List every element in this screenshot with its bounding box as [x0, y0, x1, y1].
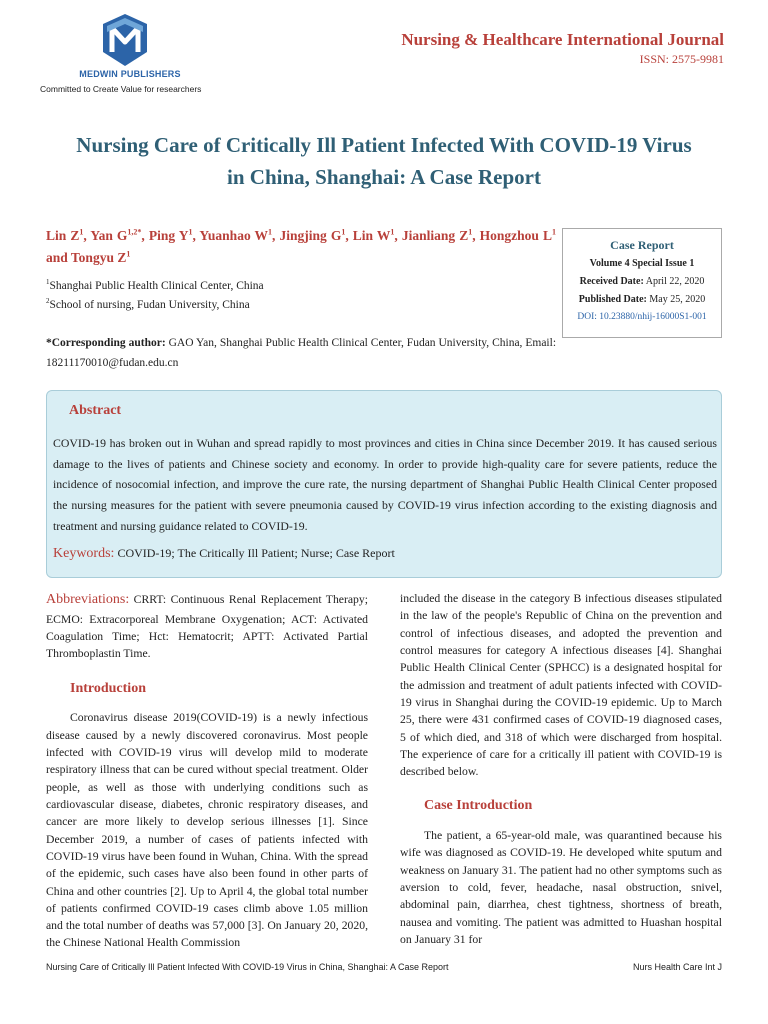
- author: Jingjing G: [279, 228, 342, 243]
- case-introduction-heading: Case Introduction: [424, 798, 533, 814]
- published-date: Published Date: May 25, 2020: [578, 294, 706, 305]
- introduction-text: Coronavirus disease 2019(COVID-19) is a newly infectious disease caused by a newly discovered coronavirus. Most people infected with COVID-19 virus will develop mild to moderate respiratory illness that can be cured without special treatment. Older people, as well as those with underlying conditions such as cardiovascular disease, diabetes, chronic respiratory diseases, and cancer are more likely to develop serious illnesses [1]. Since December 2019, a number of cases of patients infected with COVID-19 virus have been found in Wuhan, China. With the spread of the epidemic, such cases have also been found in other parts of China and other countries [2]. Up to April 4, the global total number of patients confirmed COVID-19 cases climb above 1.05 million and the total number of deaths was 57,000 [3]. On January 20, 2020, the Chinese National Health Commission: [46, 711, 368, 950]
- author: Yuanhao W: [199, 228, 269, 243]
- author-list: Lin $Z^1$, Yan $G^{1,2*}$, Ping $Y^1$, Yuanhao $W^1$, Jingjing $G^1$, Lin $W^1$, Jianliang $Z^1$, Hongzhou $L^1$ and Tongyu $Z^1$: [46, 227, 557, 266]
- abbreviations-text: CRRT: Continuous Renal Replacement Therapy; ECMO: Extracorporeal Membrane Oxygenation; ACT: Activated Coagulation Time; Hct: Hematocrit; APTT: Activated Partial Thromboplastin Time.: [46, 593, 368, 661]
- volume-issue: Volume 4 Special Issue 1: [589, 258, 695, 269]
- publisher-name: MEDWIN PUBLISHERS: [79, 69, 181, 79]
- journal-issn: ISSN: 2575-9981: [639, 52, 724, 66]
- publisher-logo: [40, 12, 240, 94]
- title-line-2: in China, Shanghai: A Case Report: [227, 164, 541, 189]
- affiliation-1: $^1$Shanghai Public Health Clinical Center, China: [46, 278, 264, 292]
- author: Jianliang Z: [401, 228, 469, 243]
- right-column: [400, 590, 722, 948]
- article-type: Case Report: [610, 238, 674, 252]
- footer-title: Nursing Care of Critically Ill Patient Infected With COVID-19 Virus in China, Shanghai: A Case Report: [46, 962, 449, 972]
- article-title: [30, 130, 738, 193]
- left-column: [46, 590, 368, 952]
- publisher-tagline: Committed to Create Value for researchers: [40, 84, 202, 94]
- article-info-box: [562, 228, 722, 338]
- introduction-continued: included the disease in the category B infectious diseases stipulated in the law of the people's Republic of China on the prevention and control of infectious diseases, and adopted the prevention and control measures for category A infectious diseases [4]. Shanghai Public Health Clinical Center (SPHCC) is a designated hospital for the admission and treatment of adult patients infected with COVID-19 virus in Shanghai during the COVID-19 epidemic. Up to March 25, there were 431 confirmed cases of COVID-19 diagnosed cases, 5 of which died, and 318 of which were discharged from hospital. The experience of care for a critically ill patient with COVID-19 is described below.: [400, 592, 722, 779]
- keywords: [53, 546, 395, 562]
- received-date: Received Date: April 22, 2020: [579, 276, 705, 287]
- journal-name: Nursing & Healthcare International Journal: [401, 30, 724, 49]
- footer-journal: Nurs Health Care Int J: [632, 962, 722, 972]
- medwin-logo-icon: [100, 12, 150, 68]
- introduction-heading: Introduction: [70, 680, 146, 696]
- author: Hongzhou L: [479, 228, 553, 243]
- keywords-text: COVID-19; The Critically Ill Patient; Nurse; Case Report: [117, 546, 395, 560]
- affiliation-2: $^2$School of nursing, Fudan University, China: [46, 297, 250, 311]
- author: Tongyu Z: [70, 250, 127, 266]
- doi-link[interactable]: DOI: 10.23880/nhij-16000S1-001: [577, 312, 707, 322]
- abbreviations-label: Abbreviations:: [46, 592, 130, 607]
- corresponding-author: *Corresponding author: GAO Yan, Shanghai Public Health Clinical Center, Fudan University, China, Email: 18211170010@fudan.edu.cn: [46, 337, 557, 369]
- title-line-1: Nursing Care of Critically Ill Patient Infected With COVID-19 Virus: [76, 133, 692, 157]
- abstract-box: [46, 390, 722, 578]
- abbreviations: [46, 590, 368, 663]
- abstract-heading: Abstract: [69, 403, 122, 418]
- author: Ping Y: [148, 228, 189, 243]
- author: Lin Z: [46, 228, 80, 243]
- abstract-text: COVID-19 has broken out in Wuhan and spread rapidly to most provinces and cities in China since December 2019. It has caused serious damage to the lives of patients and Chinese society and economy. In order to provide high-quality care for severe patients, reduce the incidence of nosocomial infection, and improve the cure rate, the nursing department of Shanghai Public Health Clinical Center proposed the nursing measures for the patient with severe pneumonia caused by COVID-19 virus infection according to the existing diagnosis and treatment and nursing guidance related to COVID-19.: [53, 436, 717, 533]
- case-introduction-text: The patient, a 65-year-old male, was quarantined because his wife was diagnosed as COVID-19. He developed white sputum and weakness on January 31. The patient had no other symptoms such as aversion to cold, fever, headache, nasal obstruction, snivel, abdominal pain, diarrhea, chest tightness, shortness of breath, nausea and vomiting. The patient was admitted to Huashan hospital on January 31 for: [400, 829, 722, 947]
- author: Yan G: [90, 228, 128, 243]
- author: Lin W: [352, 228, 391, 243]
- keywords-label: Keywords:: [53, 546, 115, 561]
